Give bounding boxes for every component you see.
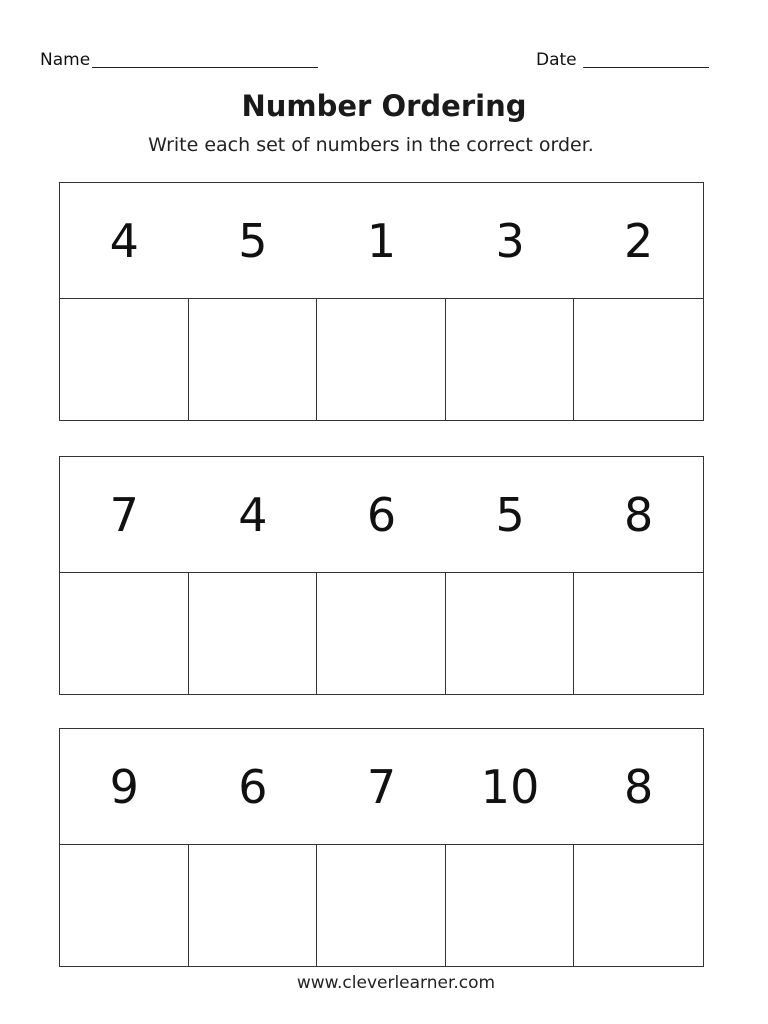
number-cell: 7 [109,487,139,542]
number-cell: 5 [238,213,268,268]
worksheet-instructions: Write each set of numbers in the correct order. [148,134,594,156]
answer-box[interactable] [574,299,703,420]
answer-row [60,573,703,694]
number-set-2 [59,456,704,695]
answer-box[interactable] [60,299,189,420]
answer-box[interactable] [189,573,318,694]
number-row [60,729,703,845]
number-cell: 7 [366,759,397,814]
number-cell: 3 [495,213,525,268]
answer-box[interactable] [189,299,318,420]
number-set-1 [59,182,704,421]
name-line[interactable] [92,53,318,68]
answer-row [60,845,703,966]
date-field[interactable] [536,50,709,70]
number-cell: 4 [109,213,139,268]
number-row [60,457,703,573]
answer-box[interactable] [60,845,189,966]
answer-box[interactable] [189,845,318,966]
answer-box[interactable] [60,573,189,694]
number-set-3 [59,728,704,967]
answer-box[interactable] [446,845,575,966]
answer-box[interactable] [574,573,703,694]
number-cell: 10 [480,759,540,814]
number-cell: 6 [366,487,397,542]
number-cell: 1 [366,213,397,268]
date-label: Date [536,50,577,70]
number-cell: 8 [624,487,654,542]
answer-box[interactable] [317,573,446,694]
number-cell: 4 [238,487,268,542]
answer-box[interactable] [446,573,575,694]
answer-box[interactable] [574,845,703,966]
number-cell: 8 [624,759,654,814]
answer-box[interactable] [446,299,575,420]
answer-row [60,299,703,420]
date-line[interactable] [583,53,709,68]
number-cell: 6 [238,759,268,814]
worksheet-title: Number Ordering [241,89,527,123]
number-cell: 5 [495,487,525,542]
name-label: Name [40,50,91,70]
footer-website: www.cleverlearner.com [296,973,496,993]
number-cell: 9 [109,759,139,814]
answer-box[interactable] [317,299,446,420]
name-field[interactable] [40,50,318,70]
number-row [60,183,703,299]
number-cell: 2 [624,213,654,268]
answer-box[interactable] [317,845,446,966]
